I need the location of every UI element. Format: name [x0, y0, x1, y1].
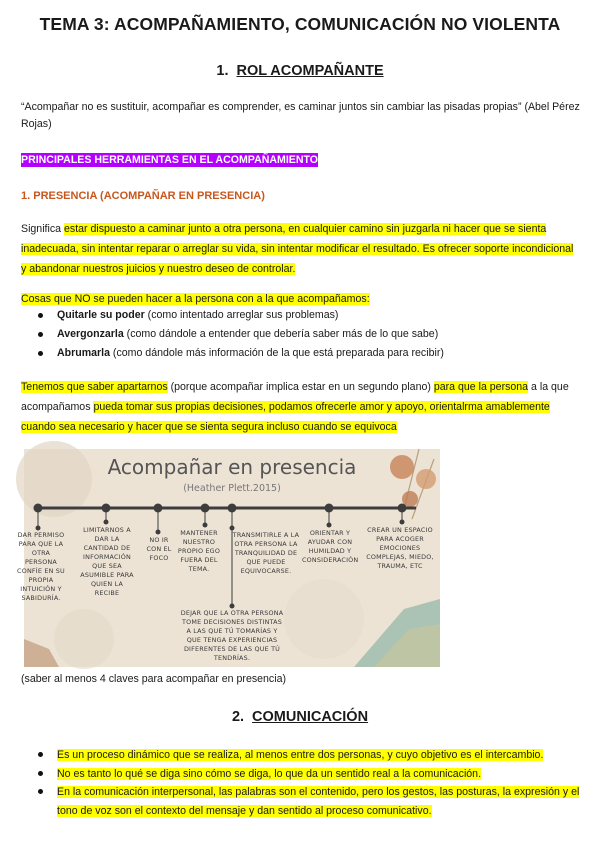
quote-paragraph: “Acompañar no es sustituir, acompañar es comprender, es caminar juntos sin cambiar las pisadas propias” (Abel Pérez Rojas): [21, 101, 580, 130]
document-title: TEMA 3: ACOMPAÑAMIENTO, COMUNICACIÓN NO VIOLENTA: [39, 14, 561, 34]
section-title: COMUNICACIÓN: [252, 709, 369, 725]
cannot-intro-text: Cosas que NO se pueden hacer a la persona con a la que acompañamos:: [21, 293, 370, 305]
decor-blob: [54, 609, 114, 669]
item-text: Es un proceso dinámico que se realiza, al menos entre dos personas, y cuyo objetivo es el intercambio.: [57, 749, 544, 761]
section-title: ROL ACOMPAÑANTE: [236, 63, 384, 79]
list-item: [21, 344, 444, 363]
list-item: [21, 765, 581, 784]
paragraph-highlight: Tenemos que saber apartarnos: [21, 381, 168, 393]
tools-heading-text: PRINCIPALES HERRAMIENTAS EN EL ACOMPAÑAMIENTO: [21, 154, 319, 166]
infographic-title: Acompañar en presencia: [107, 455, 357, 479]
bullet-icon: [38, 771, 43, 776]
infographic-caption: (saber al menos 4 claves para acompañar en presencia): [21, 673, 286, 685]
item-bold: Avergonzarla: [57, 328, 124, 340]
paragraph-highlight: para que la persona: [433, 381, 529, 393]
infographic-label: TRANSMITIRLE A LA OTRA PERSONA LA TRANQUILIDAD DE QUE PUEDE EQUIVOCARSE.: [232, 531, 300, 575]
paragraph-highlight: pueda tomar sus propias decisiones, podamos ofrecerle amor y apoyo, orientalrma amablemente cuando sea necesario y hacer que se sienta segura incluso cuando se equivoca: [21, 401, 550, 433]
infographic-label: NO IR CON EL FOCO: [146, 536, 172, 562]
infographic-label: CREAR UN ESPACIO PARA ACOGER EMOCIONES COMPLEJAS, MIEDO, TRAUMA, ETC: [366, 526, 434, 570]
infographic-label: ORIENTAR Y AYUDAR CON HUMILDAD Y CONSIDERACIÓN: [302, 529, 359, 564]
communication-list: [21, 746, 581, 820]
item-rest: (como intentado arreglar sus problemas): [144, 309, 339, 321]
infographic-label: DEJAR QUE LA OTRA PERSONA TOME DECISIONES DISTINTAS A LAS QUE TÚ TOMARÍAS Y QUE TENGA EXPERIENCIAS DIFERENTES DE LAS QUE TÚ TENDRÍAS.: [180, 609, 284, 662]
bullet-icon: [38, 789, 43, 794]
item-bold: Quitarle su poder: [57, 309, 145, 321]
infographic-label: DAR PERMISO PARA QUE LA OTRA PERSONA CONFÍE EN SU PROPIA INTUICIÓN Y SABIDURÍA.: [17, 531, 65, 602]
item-text: No es tanto lo qué se diga sino cómo se diga, lo que da un sentido real a la comunicación.: [57, 767, 482, 780]
presence-heading: 1. PRESENCIA (ACOMPAÑAR EN PRESENCIA): [21, 190, 265, 202]
list-item: [21, 325, 444, 344]
item-rest: (como dándole a entender que debería saber más de lo que sabe): [123, 328, 439, 340]
decor-blob: [16, 441, 92, 517]
section-number: 1.: [216, 63, 229, 79]
presence-infographic: [17, 449, 440, 667]
cannot-list: [21, 306, 444, 363]
section-number: 2.: [231, 709, 245, 725]
item-text: En la comunicación interpersonal, las palabras son el contenido, pero los gestos, las posturas, la expresión y el tono de voz son el contexto del mensaje y dan sentido al proceso comunicativo.: [57, 786, 580, 817]
bullet-icon: [38, 351, 43, 356]
corner-decoration: [24, 639, 59, 667]
section-1-heading: [0, 63, 600, 79]
bullet-icon: [38, 332, 43, 337]
infographic-label: MANTENER NUESTRO PROPIO EGO FUERA DEL TEMA.: [177, 529, 221, 573]
presence-definition: [21, 219, 581, 279]
bullet-icon: [38, 313, 43, 318]
definition-lead: Significa: [21, 223, 62, 235]
section-2-heading: [0, 709, 600, 725]
decor-blob: [284, 579, 364, 659]
bullet-icon: [38, 752, 43, 757]
step-back-paragraph: [21, 377, 581, 437]
list-item: [21, 306, 444, 325]
list-item: [21, 746, 581, 765]
paragraph-text: (porque acompañar implica estar en un segundo plano): [167, 381, 434, 393]
list-item: [21, 783, 581, 820]
item-bold: Abrumarla: [57, 347, 110, 359]
infographic-subtitle: (Heather Plett.2015): [183, 483, 281, 494]
definition-highlight: estar dispuesto a caminar junto a otra persona, en cualquier camino sin juzgarla ni hacer que se sienta inadecuada, sin intentar reparar o arreglar su vida, sin intentar modificar el resultado. Es ofrecer soporte incondicional y abandonar nuestros juicios y nuestro deseo de controlar.: [21, 223, 574, 275]
paragraph-text: a la que acompañamos: [21, 381, 569, 413]
item-rest: (como dándole más información de la que está preparada para recibir): [109, 347, 444, 359]
tools-heading: [21, 150, 581, 170]
infographic-label: LIMITARNOS A DAR LA CANTIDAD DE INFORMACIÓN QUE SEA ASUMIBLE PARA QUIEN LA RECIBE: [80, 526, 134, 597]
